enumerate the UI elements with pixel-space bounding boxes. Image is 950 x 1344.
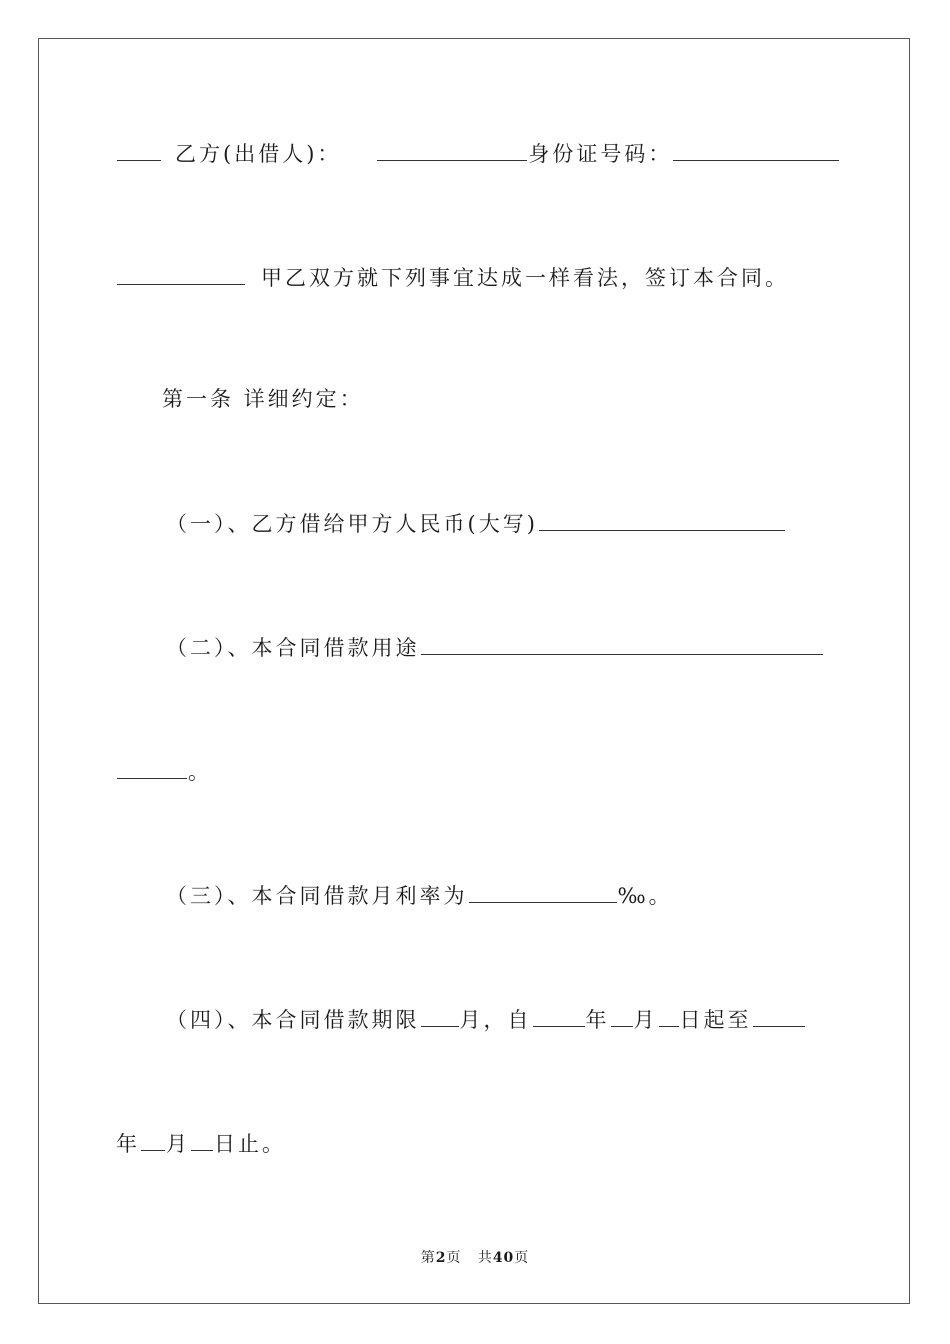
end-year-field[interactable]	[753, 1004, 805, 1027]
page-suffix: 页	[446, 1250, 462, 1266]
agreement-line	[116, 262, 789, 293]
loan-purpose-field-continued[interactable]	[117, 756, 187, 779]
page-prefix: 第	[420, 1250, 436, 1266]
end-day-field[interactable]	[191, 1128, 213, 1151]
end-month-field[interactable]	[141, 1128, 165, 1151]
page-footer	[0, 1247, 950, 1267]
party-b-name-field[interactable]	[377, 138, 527, 161]
clause-4-month: 月	[633, 1008, 658, 1032]
clause-1	[166, 508, 786, 539]
page-number: 2	[435, 1250, 447, 1266]
clause-2-end-mark: 。	[188, 760, 212, 784]
id-number-label: 身份证号码：	[528, 142, 673, 166]
blank-field[interactable]	[117, 138, 161, 161]
clause-4-line2-year: 年	[116, 1132, 140, 1156]
clause-4-line2-month: 月	[166, 1132, 190, 1156]
loan-purpose-field[interactable]	[421, 632, 823, 655]
blank-field[interactable]	[117, 262, 245, 285]
loan-amount-field[interactable]	[539, 508, 785, 531]
clause-4-day-from: 日起至	[679, 1008, 752, 1032]
total-prefix: 共	[477, 1250, 493, 1266]
clause-1-text: （一）、乙方借给甲方人民币(大写)	[166, 512, 538, 536]
id-number-field[interactable]	[673, 138, 839, 161]
total-suffix: 页	[514, 1250, 530, 1266]
clause-4-line2-end: 日止。	[214, 1132, 286, 1156]
term-months-field[interactable]	[421, 1004, 459, 1027]
clause-4-year: 年	[585, 1008, 610, 1032]
clause-4	[166, 1004, 806, 1035]
interest-rate-field[interactable]	[469, 880, 617, 903]
clause-2	[166, 632, 824, 663]
agreement-text: 甲乙双方就下列事宜达成一样看法，签订本合同。	[261, 266, 789, 290]
total-pages: 40	[492, 1250, 515, 1266]
article-1-heading: 第一条 详细约定：	[162, 387, 364, 411]
clause-2-continued	[116, 756, 212, 787]
page-border	[38, 38, 910, 1304]
clause-4-month-from: 月，自	[459, 1008, 532, 1032]
start-day-field[interactable]	[659, 1004, 679, 1027]
article-heading	[162, 384, 364, 414]
start-year-field[interactable]	[533, 1004, 585, 1027]
party-b-line	[116, 138, 840, 169]
party-b-label: 乙方(出借人)：	[175, 142, 342, 166]
start-month-field[interactable]	[611, 1004, 633, 1027]
interest-rate-unit: ‰。	[617, 884, 673, 908]
clause-3	[166, 880, 673, 911]
clause-4-continued	[116, 1128, 286, 1159]
clause-2-text: （二）、本合同借款用途	[166, 636, 420, 660]
clause-3-text: （三）、本合同借款月利率为	[166, 884, 468, 908]
clause-4-prefix: （四）、本合同借款期限	[166, 1008, 420, 1032]
